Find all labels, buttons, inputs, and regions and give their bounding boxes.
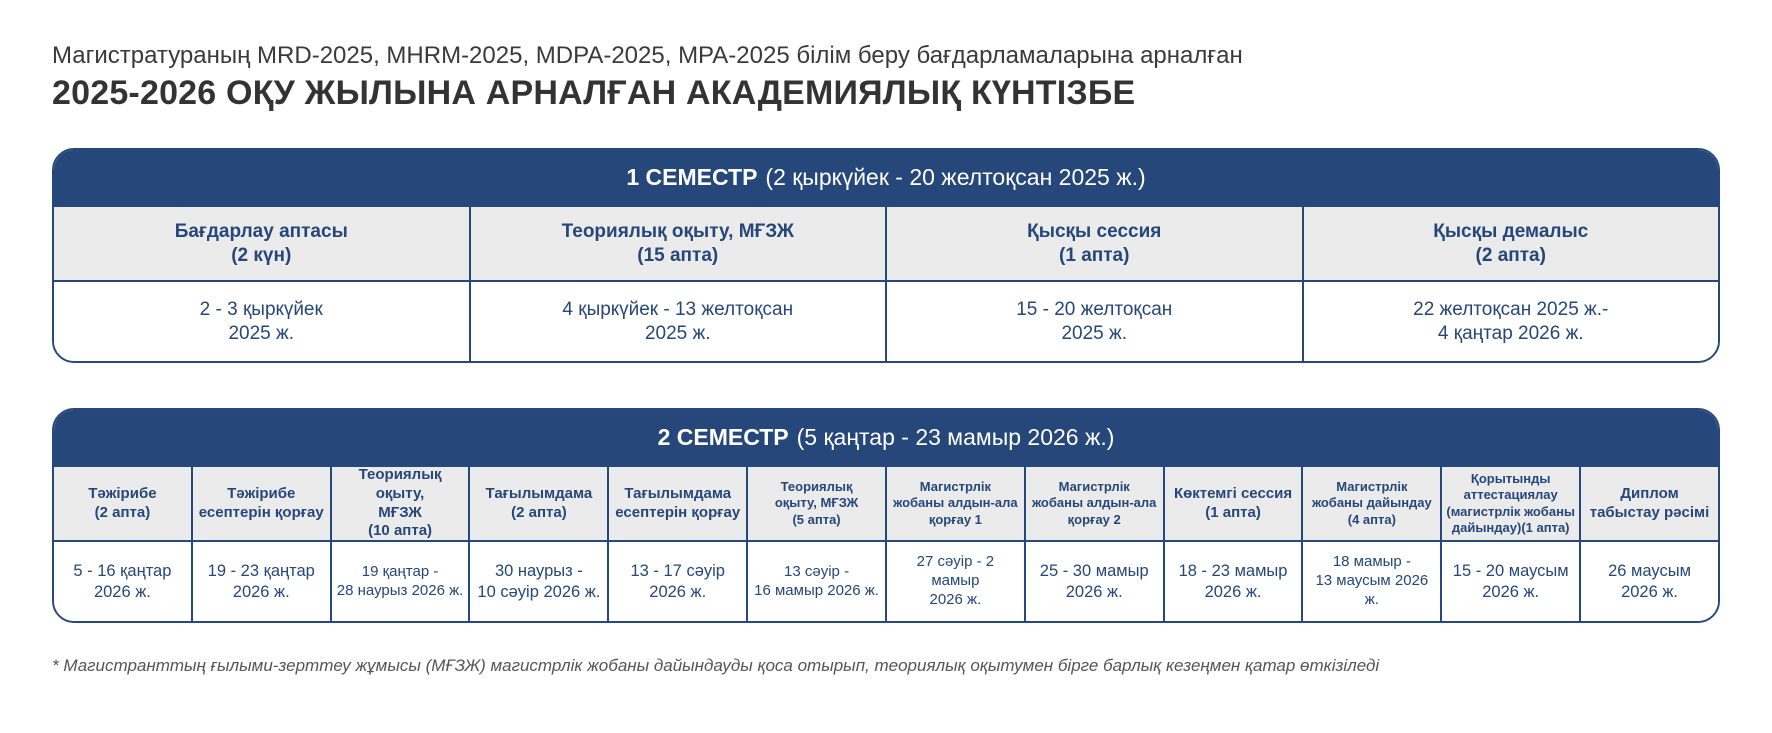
semester-1-table (52, 148, 1720, 363)
semester-1-date: 4 қыркүйек - 13 желтоқсан 2025 ж. (469, 282, 886, 361)
semester-2-date: 18 - 23 мамыр 2026 ж. (1163, 542, 1302, 621)
semester-2-label: Теориялық оқыту, МҒЗЖ (10 апта) (330, 467, 469, 540)
semester-2-name: 2 СЕМЕСТР (657, 424, 789, 450)
semester-2-date: 5 - 16 қаңтар 2026 ж. (73, 561, 172, 601)
semester-2-label: Магистрлік жобаны алдын-ала қорғау 1 (885, 467, 1024, 540)
semester-2-date: 19 - 23 қаңтар 2026 ж. (191, 542, 330, 621)
semester-2-dates-row (54, 542, 1718, 621)
semester-1-label: Теориялық оқыту, МҒЗЖ (15 апта) (469, 207, 886, 280)
semester-2-label: Тәжірибе есептерін қорғау (191, 467, 330, 540)
semester-2-labels-row (54, 465, 1718, 542)
semester-2-date: 30 наурыз - 10 сәуір 2026 ж. (468, 542, 607, 621)
semester-2-label: Тағылымдама (2 апта) (468, 467, 607, 540)
semester-1-period: (2 қыркүйек - 20 желтоқсан 2025 ж.) (765, 164, 1146, 190)
semester-2-date: 13 - 17 сәуір 2026 ж. (607, 542, 746, 621)
semester-2-label: Теориялық оқыту, МҒЗЖ (5 апта) (746, 467, 885, 540)
semester-2-label: Тәжірибе (2 апта) (88, 484, 157, 521)
semester-1-labels-row (54, 205, 1718, 282)
semester-2-label: Тағылымдама есептерін қорғау (607, 467, 746, 540)
calendar-title: 2025-2026 ОҚУ ЖЫЛЫНА АРНАЛҒАН АКАДЕМИЯЛЫҚ КҮНТІЗБЕ (52, 74, 1136, 112)
footnote: * Магистранттың ғылыми-зерттеу жұмысы (МҒЗЖ) магистрлік жобаны дайындауды қоса отырып, теориялық оқытумен бірге барлық кезеңмен қатар өткізіледі (52, 656, 1380, 675)
semester-1-dates-row (54, 282, 1718, 361)
semester-2-date: 19 қаңтар - 28 наурыз 2026 ж. (330, 542, 469, 621)
semester-1-label: Қысқы демалыс (2 апта) (1302, 207, 1719, 280)
semester-2-date: 27 сәуір - 2 мамыр 2026 ж. (885, 542, 1024, 621)
semester-2-date: 13 сәуір - 16 мамыр 2026 ж. (746, 542, 885, 621)
calendar-subtitle: Магистратураның MRD-2025, MHRM-2025, MDPA-2025, MPA-2025 білім беру бағдарламаларына арналған (52, 42, 1243, 69)
semester-2-date: 18 мамыр - 13 маусым 2026 ж. (1301, 542, 1440, 621)
semester-2-table (52, 408, 1720, 623)
semester-1-label: Қысқы сессия (1 апта) (885, 207, 1302, 280)
semester-2-date: 26 маусым 2026 ж. (1579, 542, 1718, 621)
semester-2-label: Диплом табыстау рәсімі (1579, 467, 1718, 540)
semester-2-period: (5 қаңтар - 23 мамыр 2026 ж.) (796, 424, 1115, 450)
semester-1-header (54, 150, 1718, 205)
semester-1-date: 2 - 3 қыркүйек 2025 ж. (199, 298, 323, 344)
semester-2-header (54, 410, 1718, 465)
semester-2-date: 25 - 30 мамыр 2026 ж. (1024, 542, 1163, 621)
semester-2-label: Көктемгі сессия (1 апта) (1163, 467, 1302, 540)
semester-2-date: 15 - 20 маусым 2026 ж. (1440, 542, 1579, 621)
semester-1-date: 15 - 20 желтоқсан 2025 ж. (885, 282, 1302, 361)
semester-2-label: Магистрлік жобаны дайындау (4 апта) (1301, 467, 1440, 540)
semester-1-name: 1 СЕМЕСТР (626, 164, 758, 190)
semester-2-label: Қорытынды аттестациялау (магистрлік жобаны дайындау)(1 апта) (1440, 467, 1579, 540)
semester-2-label: Магистрлік жобаны алдын-ала қорғау 2 (1024, 467, 1163, 540)
semester-1-label: Бағдарлау аптасы (2 күн) (174, 220, 348, 266)
semester-1-date: 22 желтоқсан 2025 ж.- 4 қаңтар 2026 ж. (1302, 282, 1719, 361)
